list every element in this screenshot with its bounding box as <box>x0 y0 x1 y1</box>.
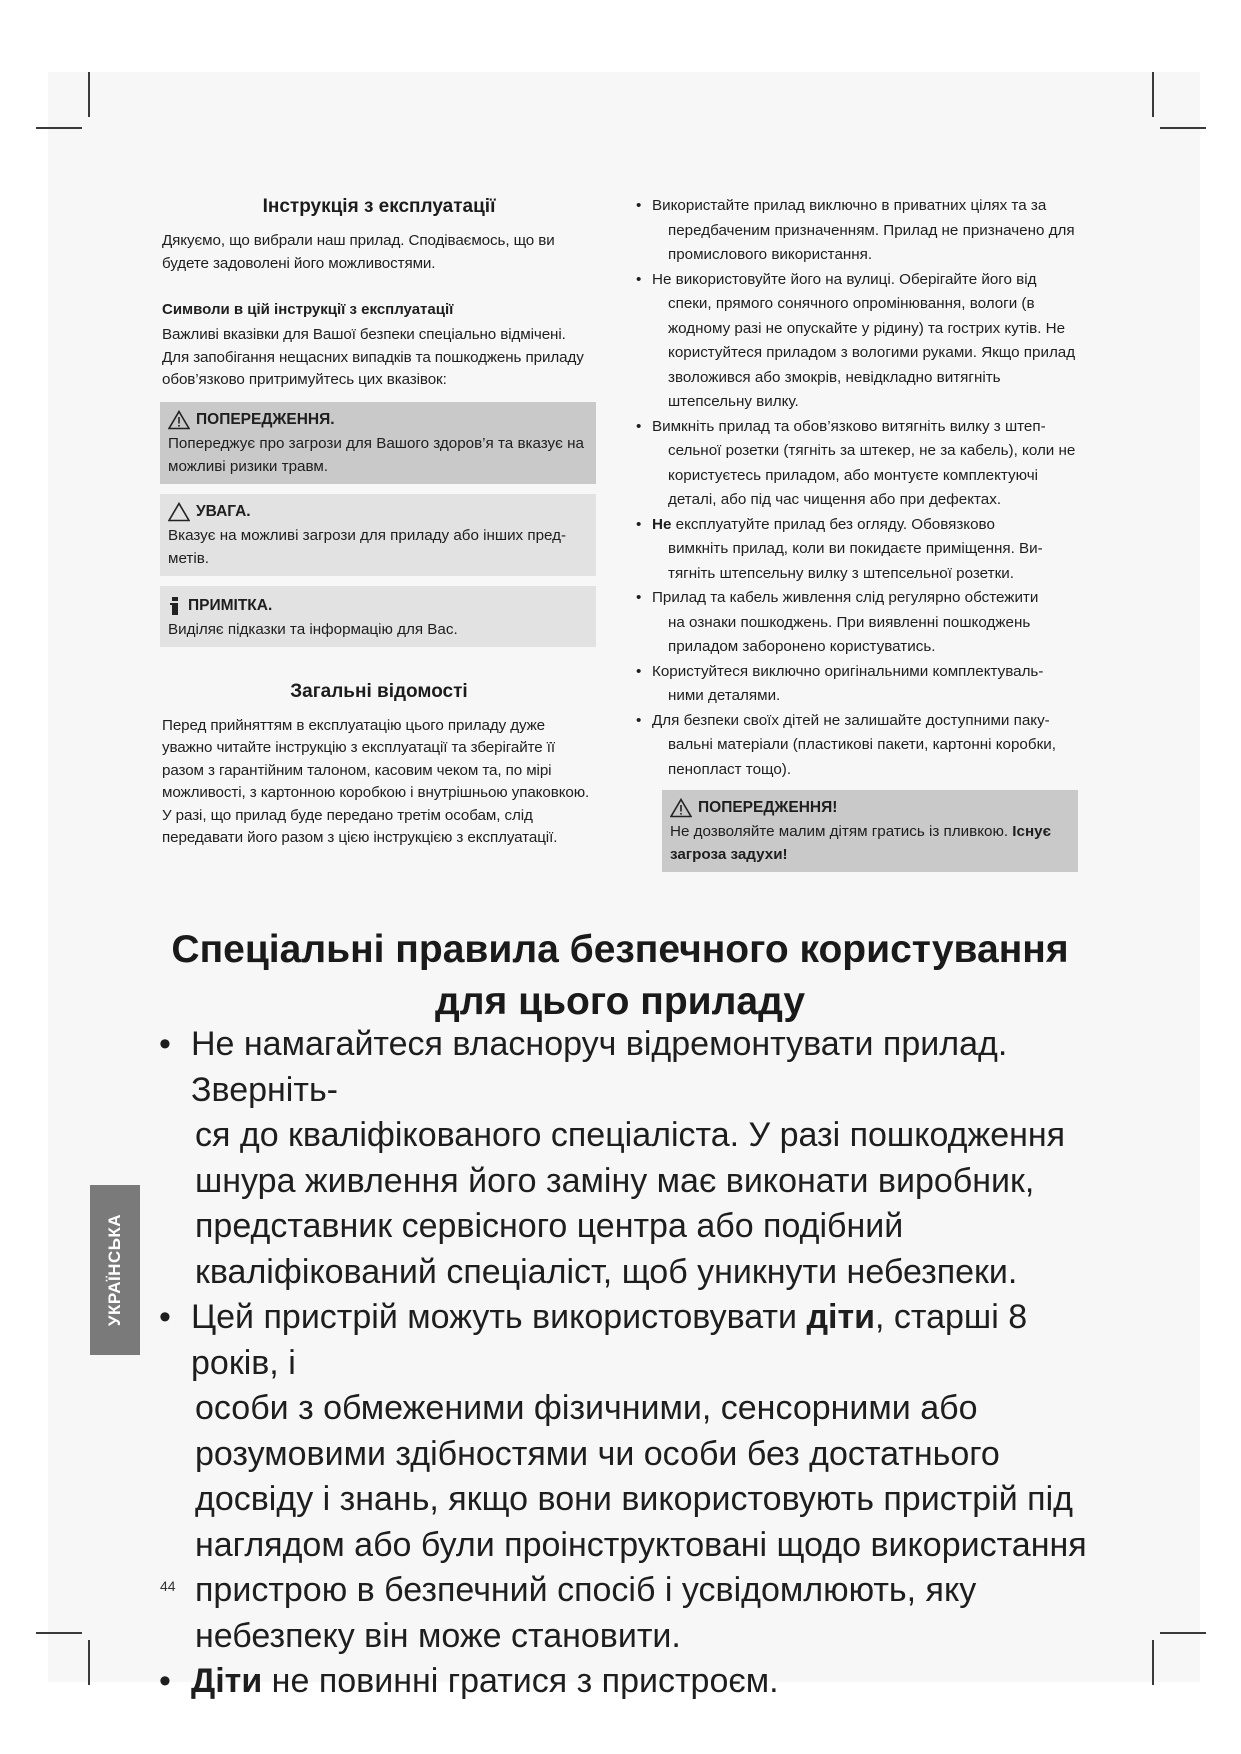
bullet: • <box>636 197 642 214</box>
list-item: • Використайте прилад виключно в приватних цілях та за передбаченим призначенням. Прилад не призначено для промислового використання. <box>636 194 1078 268</box>
list-item: • Вимкніть прилад та обов’язково витягніть вилку з штеп- сельної розетки (тягніть за штекер, не за кабель), коли не користуєтесь приладом, або монтуєте комплектуючі деталі, або під час чищення або при дефектах. <box>636 415 1078 513</box>
crop-mark <box>1160 1632 1206 1634</box>
child-warning-title: ПОПЕРЕДЖЕННЯ! <box>698 799 838 816</box>
crop-mark <box>1152 1640 1154 1685</box>
crop-mark <box>1152 72 1154 117</box>
note-title: ПРИМІТКА. <box>188 596 273 614</box>
general-heading: Загальні відомості <box>290 680 468 702</box>
intro-text: Дякуємо, що вибрали наш прилад. Сподіваємось, що ви будете задоволені його можливостями. <box>162 232 555 272</box>
bullet: • <box>636 711 642 729</box>
caution-triangle-icon <box>168 502 190 522</box>
special-rules-list <box>155 1022 1105 1705</box>
child-warning-text: Не дозволяйте малим дітям гратись із пливкою. Існує загроза задухи! <box>670 823 1051 863</box>
page-number: 44 <box>160 1578 176 1594</box>
right-column <box>636 194 1078 872</box>
bullet: • <box>636 515 642 533</box>
special-rules-title: Спеціальні правила безпечного користування для цього приладу <box>171 928 1069 1023</box>
symbols-heading: Символи в цій інструкції з експлуатації <box>162 301 454 318</box>
warning-triangle-icon <box>168 410 190 430</box>
bullet: • <box>159 1025 171 1063</box>
info-icon <box>168 596 182 616</box>
bullet: • <box>159 1298 171 1336</box>
warning-triangle-icon <box>670 798 692 818</box>
instructions-title: Інструкція з експлуатації <box>262 196 496 217</box>
caution-text: Вказує на можливі загрози для приладу або інших предметів. <box>168 526 567 567</box>
crop-mark <box>1160 127 1206 129</box>
warning-text: Попереджує про загрози для Вашого здоров’я та вказує на можливі ризики травм. <box>168 434 584 475</box>
bullet: • <box>636 417 642 435</box>
warning-box <box>160 402 596 484</box>
list-item: • Користуйтеся виключно оригінальними комплектуваль- ними деталями. <box>636 660 1078 709</box>
bullet: • <box>159 1662 171 1700</box>
crop-mark <box>36 127 82 129</box>
note-text: Виділяє підказки та інформацію для Вас. <box>168 620 458 638</box>
symbols-text: Важливі вказівки для Вашої безпеки спеціально відмічені. Для запобігання нещасних випадків та пошкоджень приладу обов’язково притримуйтесь цих вказівок: <box>162 326 584 388</box>
left-column <box>162 196 596 850</box>
caution-title: УВАГА. <box>196 502 251 520</box>
general-text: Перед прийняттям в експлуатацію цього приладу дуже уважно читайте інструкцію з експлуатації та зберігайте її разом з гарантійним талоном, касовим чеком та, по мірі можливості, з картонною коробкою і внутрішньою упаковкою. У разі, що прилад буде передано третім особам, слід передавати його разом з цією інструкцією з експлуатації. <box>162 716 590 846</box>
note-box <box>160 586 596 647</box>
bullet: • <box>636 589 642 606</box>
list-item: • Для безпеки своїх дітей не залишайте доступними паку- вальні матеріали (пластикові пакети, картонні коробки, пенопласт тощо). <box>636 709 1078 783</box>
list-item: • Не експлуатуйте прилад без огляду. Обовязково вимкніть прилад, коли ви покидаєте приміщення. Витягніть штепсельну вилку з штепсельної розетки. <box>636 513 1078 587</box>
warning-title: ПОПЕРЕДЖЕННЯ. <box>196 410 335 428</box>
crop-mark <box>88 1640 90 1685</box>
list-item: • Не використовуйте його на вулиці. Оберігайте його від спеки, прямого сонячного опромінювання, вологи (в жодному разі не опускайте у рідину) та гострих кутів. Не користуйтеся приладом з вологими руками. Якщо прилад зволожився або змокрів, невідкладно витягніть штепсельну вилку. <box>636 268 1078 415</box>
list-item: • Прилад та кабель живлення слід регулярно обстежити на ознаки пошкоджень. При виявленні пошкоджень приладом заборонено користуватись. <box>636 586 1078 660</box>
crop-mark <box>88 72 90 117</box>
crop-mark <box>36 1632 82 1634</box>
child-warning-box <box>662 790 1078 872</box>
bullet: • <box>636 270 642 288</box>
bullet: • <box>636 662 642 680</box>
caution-box <box>160 494 596 576</box>
safety-list <box>636 194 1078 782</box>
list-item: • Діти не повинні гратися з пристроєм. <box>155 1659 1105 1705</box>
language-tab: УКРАЇНСЬКА <box>90 1185 140 1355</box>
list-item: • Цей пристрій можуть використовувати діти, старші 8 років, і особи з обмеженими фізичними, сенсорними або розумовими здібностями чи особи без достатнього досвіду і знань, якщо вони використовують пристрій під наглядом або були проінструктовані щодо використання пристрою в безпечний спосіб і усвідомлюють, яку небезпеку він може становити. <box>155 1295 1105 1659</box>
list-item: • Не намагайтеся власноруч відремонтувати прилад. Зверніть- ся до кваліфікованого спеціаліста. У разі пошкодження шнура живлення його заміну має виконати виробник, представник сервісного центра або подібний кваліфікований спеціаліст, щоб уникнути небезпеки. <box>155 1022 1105 1295</box>
